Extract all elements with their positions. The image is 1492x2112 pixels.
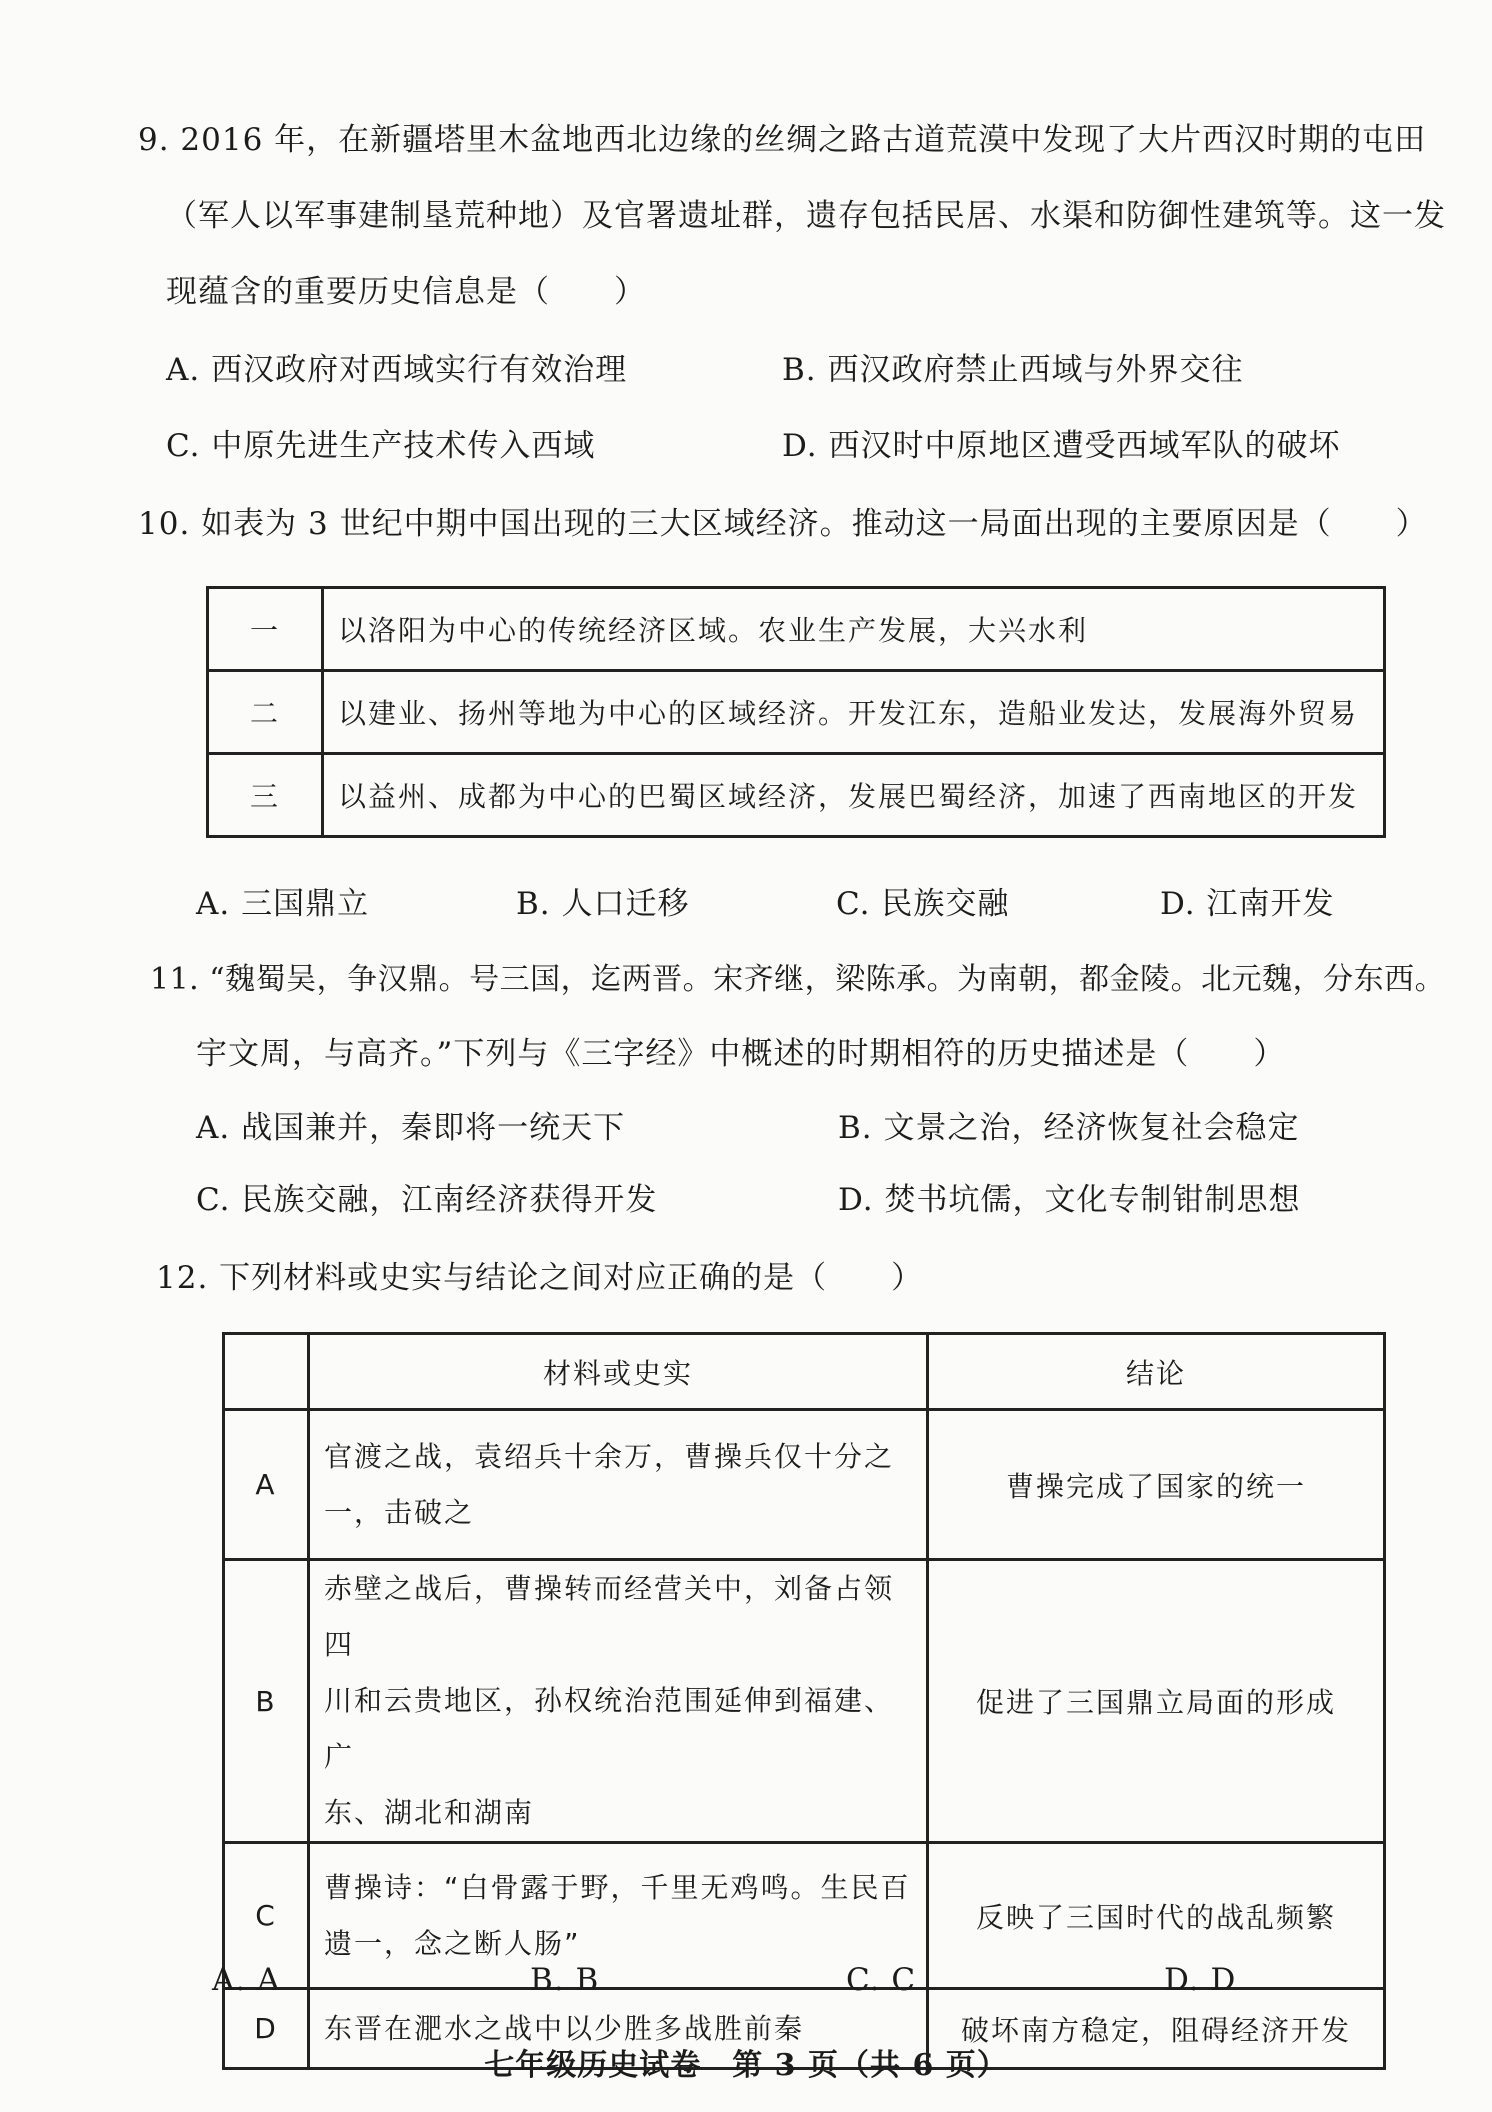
q9-option-c: C. 中原先进生产技术传入西域	[166, 428, 596, 464]
q12-option-c: C. C	[846, 1962, 917, 1998]
q11-option-a: A. 战国兼并，秦即将一统天下	[196, 1110, 626, 1146]
q10-row-number: 一	[208, 588, 323, 671]
q12-material-line: 遗一，念之断人肠”	[324, 1926, 581, 1960]
table-row	[208, 588, 1385, 671]
q12-header-conclusion: 结论	[928, 1334, 1385, 1410]
q12-stem: 12. 下列材料或史实与结论之间对应正确的是（ ）	[156, 1260, 924, 1296]
q12-option-b: B. B	[530, 1962, 600, 1998]
table-row	[224, 1410, 1385, 1560]
q9-stem-line1: 9. 2016 年，在新疆塔里木盆地西北边缘的丝绸之路古道荒漠中发现了大片西汉时期的屯田	[138, 122, 1427, 158]
q10-row-number: 二	[208, 671, 323, 754]
table-row	[208, 671, 1385, 754]
q10-row-number: 三	[208, 754, 323, 837]
q12-row-material	[309, 1560, 928, 1843]
q12-row-label: D	[224, 1989, 309, 2069]
q9-option-d: D. 西汉时中原地区遭受西域军队的破坏	[782, 428, 1341, 464]
q9-stem-line2: （军人以军事建制垦荒种地）及官署遗址群，遗存包括民居、水渠和防御性建筑等。这一发	[166, 198, 1446, 234]
q10-option-c: C. 民族交融	[836, 886, 1010, 922]
q12-row-conclusion: 反映了三国时代的战乱频繁	[928, 1843, 1385, 1989]
q12-row-conclusion: 曹操完成了国家的统一	[928, 1410, 1385, 1560]
q12-row-label: B	[224, 1560, 309, 1843]
q12-material-line: 东晋在淝水之战中以少胜多战胜前秦	[324, 2011, 805, 2045]
q12-material-line: 一，击破之	[324, 1495, 475, 1529]
q11-stem-line1: 11. “魏蜀吴，争汉鼎。号三国，迄两晋。宋齐继，梁陈承。为南朝，都金陵。北元魏，分东西。	[150, 962, 1446, 997]
q12-material-line: 东、湖北和湖南	[324, 1796, 535, 1829]
q12-row-conclusion: 破坏南方稳定，阻碍经济开发	[928, 1989, 1385, 2069]
q11-option-c: C. 民族交融，江南经济获得开发	[196, 1182, 658, 1218]
q10-row-text: 以洛阳为中心的传统经济区域。农业生产发展，大兴水利	[323, 588, 1385, 671]
table-row	[208, 754, 1385, 837]
q9-option-b: B. 西汉政府禁止西域与外界交往	[782, 352, 1244, 388]
q10-stem: 10. 如表为 3 世纪中期中国出现的三大区域经济。推动这一局面出现的主要原因是（ ）	[138, 506, 1428, 542]
q10-row-text: 以建业、扬州等地为中心的区域经济。开发江东，造船业发达，发展海外贸易	[323, 671, 1385, 754]
q11-option-b: B. 文景之治，经济恢复社会稳定	[838, 1110, 1300, 1146]
q12-row-material	[309, 1843, 928, 1989]
q10-region-table	[206, 586, 1386, 838]
q12-row-material	[309, 1410, 928, 1560]
q12-material-line: 曹操诗：“白骨露于野，千里无鸡鸣。生民百	[324, 1870, 911, 1904]
q12-material-line: 赤壁之战后，曹操转而经营关中，刘备占领四	[324, 1572, 895, 1661]
q12-header-empty	[224, 1334, 309, 1410]
q12-option-d: D. D	[1164, 1962, 1237, 1998]
q12-material-line: 川和云贵地区，孙权统治范围延伸到福建、广	[324, 1684, 895, 1773]
q12-row-label: C	[224, 1843, 309, 1989]
q12-row-conclusion: 促进了三国鼎立局面的形成	[928, 1560, 1385, 1843]
q10-option-b: B. 人口迁移	[516, 886, 690, 922]
q9-stem-line3: 现蕴含的重要历史信息是（ ）	[166, 274, 646, 310]
q10-option-a: A. 三国鼎立	[196, 886, 370, 922]
q12-row-label: A	[224, 1410, 309, 1560]
q10-option-d: D. 江南开发	[1160, 886, 1335, 922]
table-row	[224, 1560, 1385, 1843]
page-footer: 七年级历史试卷 第 3 页（共 6 页）	[484, 2048, 1008, 2083]
q12-material-line: 官渡之战，袁绍兵十余万，曹操兵仅十分之	[324, 1439, 895, 1473]
q12-option-a: A. A	[212, 1962, 281, 1998]
table-header-row	[224, 1334, 1385, 1410]
q10-row-text: 以益州、成都为中心的巴蜀区域经济，发展巴蜀经济，加速了西南地区的开发	[323, 754, 1385, 837]
q11-option-d: D. 焚书坑儒，文化专制钳制思想	[838, 1182, 1301, 1218]
q11-stem-line2: 宇文周，与高齐。”下列与《三字经》中概述的时期相符的历史描述是（ ）	[196, 1036, 1286, 1072]
q9-option-a: A. 西汉政府对西域实行有效治理	[166, 352, 628, 388]
q12-header-material: 材料或史实	[309, 1334, 928, 1410]
